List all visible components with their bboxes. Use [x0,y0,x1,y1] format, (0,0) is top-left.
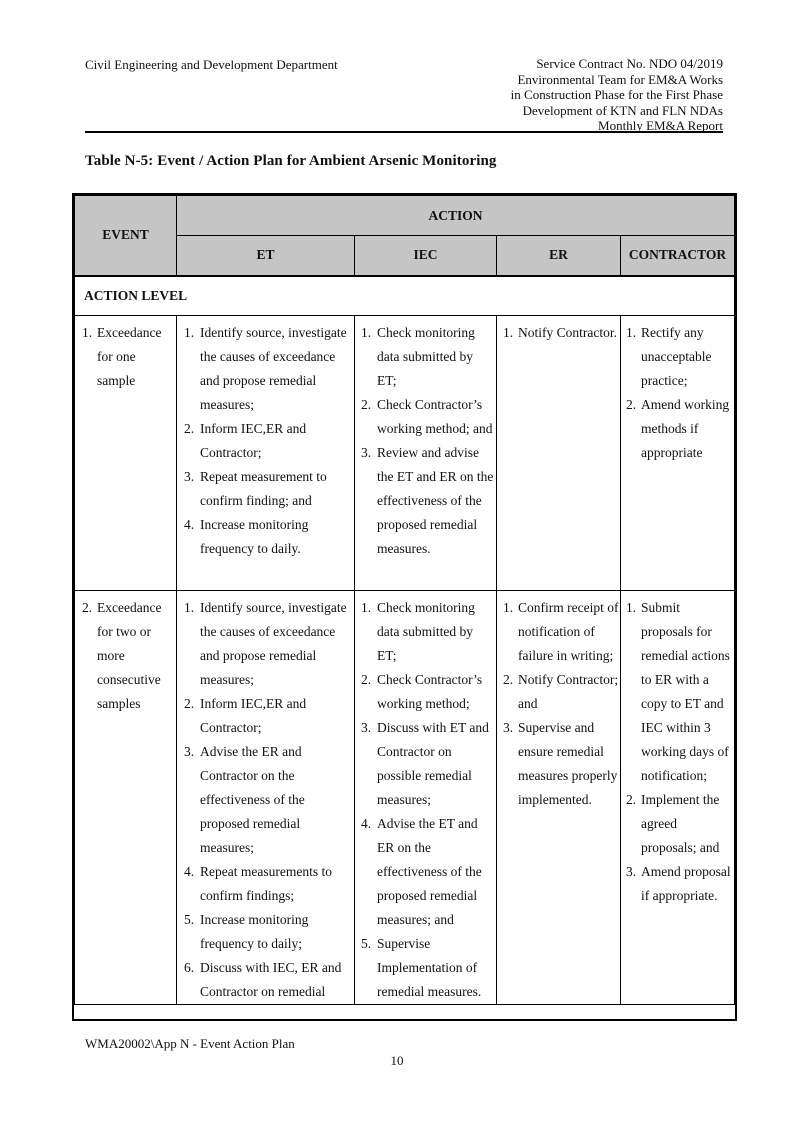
list-item-number: 2. [503,672,514,687]
numbered-list-item [626,393,733,465]
list-item-text: Confirm receipt of notification of failure in writing; [518,600,619,663]
event-action-plan-table [72,193,737,1021]
contractor-column-header: CONTRACTOR [621,236,735,276]
list-item-text: Identify source, investigate the causes of exceedance and propose remedial measures; [200,325,347,412]
list-item-number: 3. [361,445,372,460]
numbered-list-item [626,788,733,860]
numbered-list-item [626,596,733,788]
action-level-row [75,276,735,316]
list-item-number: 1. [184,325,195,340]
list-item-text: Advise the ET and ER on the effectiveness of the proposed remedial measures; and [377,816,482,927]
list-item-number: 2. [361,397,372,412]
numbered-list-item [361,812,495,932]
contract-info-line: Environmental Team for EM&A Works [517,71,723,87]
list-item-number: 2. [184,696,195,711]
numbered-list-item [626,860,733,908]
numbered-list-item [361,932,495,1004]
numbered-list-item [361,668,495,716]
list-item-number: 4. [184,517,195,532]
numbered-list-item [626,321,733,393]
numbered-list-item [503,668,619,716]
list-item-number: 4. [361,816,372,831]
list-item-text: Exceedance for two or more consecutive samples [97,600,162,711]
numbered-list-item [184,513,352,561]
numbered-list-item [361,596,495,668]
department-name: Civil Engineering and Development Department [85,57,338,72]
contractor-actions-cell [621,316,735,591]
list-item-text: Check monitoring data submitted by ET; [377,600,475,663]
list-item-text: Check Contractor’s working method; [377,672,483,711]
action-column-header: ACTION [177,196,735,236]
numbered-list-item [361,716,495,812]
action-level-label: ACTION LEVEL [75,276,735,316]
list-item-text: Review and advise the ET and ER on the effectiveness of the proposed remedial measures. [377,445,494,556]
contract-info-line: Development of KTN and FLN NDAs [522,102,723,118]
list-item-text: Rectify any unacceptable practice; [641,325,712,388]
list-item-text: Inform IEC,ER and Contractor; [200,696,307,735]
list-item-number: 1. [626,325,637,340]
iec-column-header: IEC [355,236,497,276]
et-column-header: ET [177,236,355,276]
numbered-list-item [184,908,352,956]
event-column-header: EVENT [75,196,177,276]
list-item-text: Amend proposal if appropriate. [641,864,731,903]
table-title: Table N-5: Event / Action Plan for Ambient Arsenic Monitoring [85,153,497,169]
list-item-number: 1. [503,600,514,615]
numbered-list-item [361,441,495,561]
numbered-list-item [184,596,352,692]
numbered-list-item [503,716,619,812]
list-item-number: 6. [184,960,195,975]
numbered-list-item [503,596,619,668]
list-item-text: Discuss with ET and Contractor on possible remedial measures; [377,720,489,807]
table-row [75,591,735,1005]
contract-info-block [511,56,723,134]
list-item-text: Implement the agreed proposals; and [641,792,720,855]
list-item-number: 1. [503,325,514,340]
list-item-number: 5. [184,912,195,927]
numbered-list-item [503,321,619,345]
er-actions-cell [497,591,621,1005]
event-cell [75,591,177,1005]
table-row [75,316,735,591]
numbered-list-item [184,956,352,1004]
list-item-number: 2. [626,397,637,412]
list-item-text: Notify Contractor; and [518,672,619,711]
er-actions-cell [497,316,621,591]
list-item-text: Repeat measurement to confirm finding; and [200,469,327,508]
list-item-number: 2. [184,421,195,436]
list-item-text: Identify source, investigate the causes of exceedance and propose remedial measures; [200,600,347,687]
list-item-text: Supervise and ensure remedial measures properly implemented. [518,720,618,807]
contractor-actions-cell [621,591,735,1005]
list-item-text: Notify Contractor. [518,325,617,340]
event-cell [75,316,177,591]
list-item-number: 3. [503,720,514,735]
list-item-text: Exceedance for one sample [97,325,162,388]
et-actions-cell [177,591,355,1005]
iec-actions-cell [355,316,497,591]
numbered-list-item [184,740,352,860]
numbered-list-item [184,860,352,908]
list-item-number: 2. [82,600,93,615]
list-item-number: 2. [361,672,372,687]
list-item-text: Submit proposals for remedial actions to ER with a copy to ET and IEC within 3 working days of notification; [641,600,730,783]
list-item-text: Supervise Implementation of remedial measures. [377,936,482,999]
list-item-number: 1. [626,600,637,615]
numbered-list-item [361,321,495,393]
numbered-list-item [184,692,352,740]
list-item-text: Inform IEC,ER and Contractor; [200,421,307,460]
list-item-number: 2. [626,792,637,807]
list-item-number: 3. [626,864,637,879]
contract-info-line: Service Contract No. NDO 04/2019 [536,56,723,71]
list-item-number: 3. [184,469,195,484]
et-actions-cell [177,316,355,591]
list-item-text: Discuss with IEC, ER and Contractor on remedial [200,960,342,999]
numbered-list-item [82,596,174,716]
list-item-number: 3. [184,744,195,759]
contract-info-line: in Construction Phase for the First Phase [510,87,723,103]
list-item-number: 1. [361,600,372,615]
page-number: 10 [390,1053,404,1068]
list-item-number: 1. [82,325,93,340]
list-item-text: Check monitoring data submitted by ET; [377,325,475,388]
list-item-number: 1. [361,325,372,340]
header-divider [85,131,723,133]
contract-info-line: Monthly EM&A Report [598,118,723,134]
list-item-text: Repeat measurements to confirm findings; [200,864,332,903]
footer-reference: WMA20002\App N - Event Action Plan [85,1036,295,1051]
list-item-number: 5. [361,936,372,951]
numbered-list-item [184,465,352,513]
list-item-text: Increase monitoring frequency to daily. [200,517,309,556]
list-item-number: 4. [184,864,195,879]
list-item-number: 1. [184,600,195,615]
er-column-header: ER [497,236,621,276]
iec-actions-cell [355,591,497,1005]
list-item-text: Advise the ER and Contractor on the effectiveness of the proposed remedial measures; [200,744,305,855]
numbered-list-item [184,417,352,465]
numbered-list-item [361,393,495,441]
numbered-list-item [184,321,352,417]
list-item-text: Check Contractor’s working method; and [377,397,493,436]
list-item-number: 3. [361,720,372,735]
list-item-text: Increase monitoring frequency to daily; [200,912,309,951]
list-item-text: Amend working methods if appropriate [641,397,730,460]
event-action-table [74,195,735,1005]
numbered-list-item [82,321,174,393]
